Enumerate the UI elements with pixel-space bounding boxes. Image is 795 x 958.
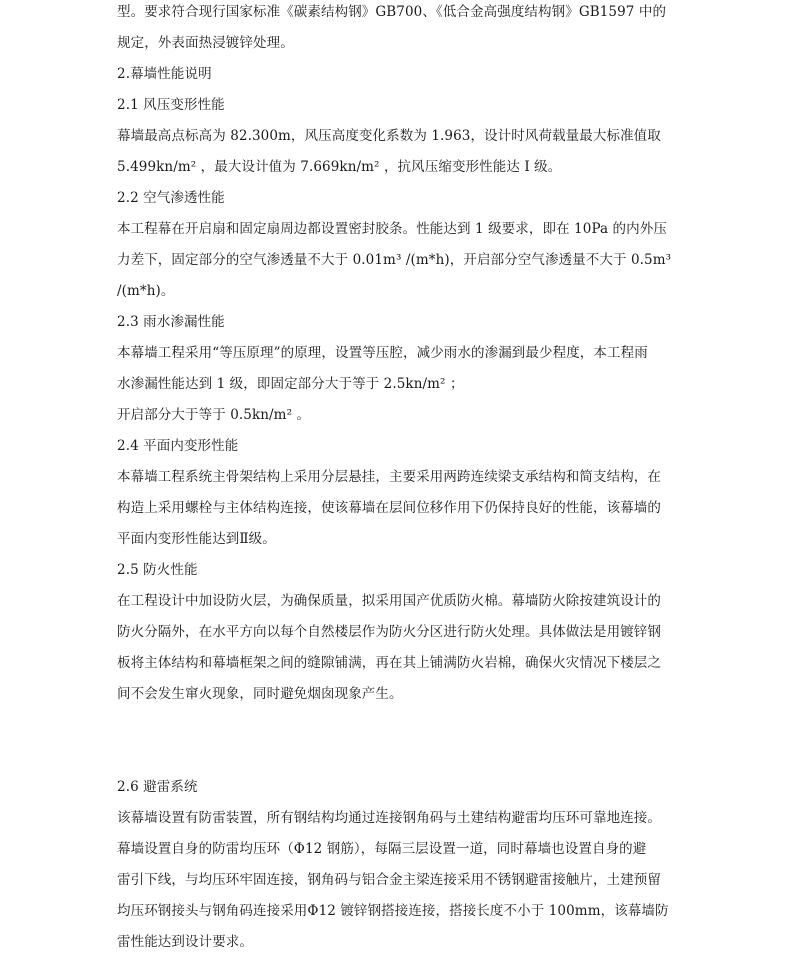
body-line: 开启部分大于等于 0.5kn/m² 。 [117,407,311,423]
body-line: 力差下，固定部分的空气渗透量不大于 0.01m³ /(m*h)，开启部分空气渗透量不大于 0.5m³ [117,252,672,268]
section-2-6 [117,772,677,958]
body-line: 在工程设计中加设防火层，为确保质量，拟采用国产优质防火棉。幕墙防火除按建筑设计的 [117,593,661,609]
body-line: 型。要求符合现行国家标准《碳素结构钢》GB700、《低合金高强度结构钢》GB1597 中的 [117,4,667,20]
section-heading: 2.幕墙性能说明 [117,66,212,82]
section-2-5 [117,555,677,710]
body-line: 本工程幕在开启扇和固定扇周边都设置密封胶条。性能达到 1 级要求，即在 10Pa 的内外压 [117,221,667,237]
body-line: /(m*h)。 [117,283,175,299]
subsection-heading: 2.5 防火性能 [117,562,198,578]
body-line: 构造上采用螺栓与主体结构连接，使该幕墙在层间位移作用下仍保持良好的性能，该幕墙的 [117,500,661,516]
body-line: 均压环钢接头与钢角码连接采用Φ12 镀锌钢搭接连接，搭接长度不小于 100mm，该幕墙防 [117,903,669,919]
body-line: 幕墙最高点标高为 82.300m，风压高度变化系数为 1.963，设计时风荷载量最大标准值取 [117,128,661,144]
body-line: 防火分隔外，在水平方向以每个自然楼层作为防火分区进行防火处理。具体做法是用镀锌钢 [117,624,661,640]
section-2-1 [117,90,677,183]
section-2-4 [117,431,677,555]
body-line: 平面内变形性能达到Ⅱ级。 [117,531,276,547]
intro-block [117,0,677,59]
body-line: 该幕墙设置有防雷装置，所有钢结构均通过连接钢角码与土建结构避雷均压环可靠地连接。 [117,810,661,826]
subsection-heading: 2.2 空气渗透性能 [117,190,225,206]
body-line: 幕墙设置自身的防雷均压环（Φ12 钢筋），每隔三层设置一道，同时幕墙也设置自身的避 [117,841,647,857]
body-line: 板将主体结构和幕墙框架之间的缝隙铺满，再在其上铺满防火岩棉，确保火灾情况下楼层之 [117,655,661,671]
subsection-heading: 2.3 雨水渗漏性能 [117,314,225,330]
body-line: 间不会发生窜火现象，同时避免烟囱现象产生。 [117,686,403,702]
body-line: 本幕墙工程系统主骨架结构上采用分层悬挂，主要采用两跨连续梁支承结构和简支结构，在 [117,469,661,485]
subsection-heading: 2.4 平面内变形性能 [117,438,239,454]
document-page [117,0,677,958]
section-2-3 [117,307,677,431]
body-line: 规定，外表面热浸镀锌处理。 [117,35,294,51]
body-line: 5.499kn/m² ，最大设计值为 7.669kn/m² ，抗风压缩变形性能达 I 级。 [117,159,562,175]
blank-space [117,710,677,772]
subsection-heading: 2.1 风压变形性能 [117,97,225,113]
body-line: 雷性能达到设计要求。 [117,934,253,950]
body-line: 本幕墙工程采用“等压原理”的原理，设置等压腔，减少雨水的渗漏到最少程度，本工程雨 [117,345,648,361]
subsection-heading: 2.6 避雷系统 [117,779,198,795]
body-line: 雷引下线，与均压环牢固连接，钢角码与铝合金主梁连接采用不锈钢避雷接触片，土建预留 [117,872,661,888]
body-line: 水渗漏性能达到 1 级，即固定部分大于等于 2.5kn/m² ； [117,376,464,392]
section-2-2 [117,183,677,307]
